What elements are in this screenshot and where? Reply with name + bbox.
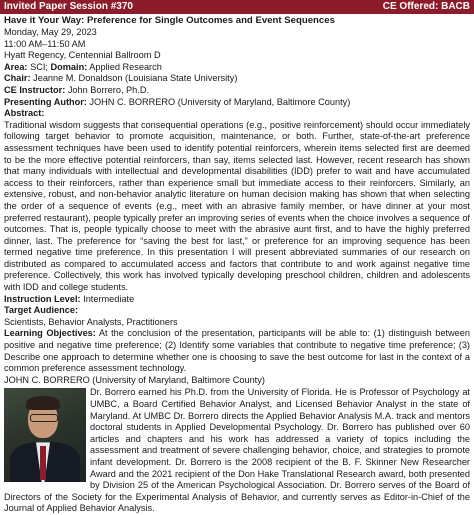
presenting-author-value: JOHN C. BORRERO (University of Maryland, Baltimore County) bbox=[89, 96, 351, 107]
ce-instructor-label: CE Instructor: bbox=[4, 84, 66, 95]
target-audience-label: Target Audience: bbox=[4, 305, 79, 316]
abstract-label: Abstract: bbox=[4, 108, 45, 119]
chair-value: Jeanne M. Donaldson (Louisiana State University) bbox=[33, 73, 238, 84]
session-date: Monday, May 29, 2023 bbox=[4, 27, 97, 37]
bio-text: Dr. Borrero earned his Ph.D. from the University of Florida. He is Professor of Psychology at UMBC, a Board Certified Behavior Analyst, and Licensed Behavior Analyst in the state of Maryland. At UMBC Dr. Borrero directs the Applied Behavior Analysis M.A. track and mentors doctoral students in Applied Developmental Psychology. Dr. Borrero has published over 60 articles and chapters and his work has addressed a variety of topics including the assessment and treatment of severe challenging behavior, choice, and strategies to promote infant development. Dr. Borrero is the 2008 recipient of the B. F. Skinner New Researcher Award and the 2021 recipient of the Don Hake Translational Research award, both presented by Division 25 of the American Psychological Association. Dr. Borrero serves of the Board of Directors of the Society for the Experimental Analysis of Behavior, and currently serves as Editor-in-Chief of the Journal of Applied Behavior Analysis. bbox=[4, 387, 470, 514]
presenter-bio bbox=[4, 387, 470, 515]
session-details bbox=[0, 14, 474, 515]
session-time: 11:00 AM–11:50 AM bbox=[4, 38, 86, 49]
area-domain-line bbox=[4, 62, 470, 74]
abstract-text: Traditional wisdom suggests that consequential operations (e.g., positive reinforcement) should occur immediately following target behavior to promote acquisition, maintenance, or both. Further, state-of-the-art preference assessment techniques have been used to identify potential reinforcers, wherein items selected first are deemed to be the more effective potential reinforcers, than say, items selected last. However, recent research has shown that many individuals with intellectual and developmental disabilities (IDD) prefer to wait and have accumulated access to their reinforcers, rather than experience small but immediate access to their reinforcers. Similarly, an extensive, robust, and non-behavior analytic literature on human decision making has shown that when selecting the order of a sequence of events (e.g., meet with an abrasive family member, or have dinner at your most preferred restaurant), people typically prefer an improving series of events when the choice involves a sequence of outcomes. That is, people typically choose to meet with the abrasive aunt first, and to have the highly preferred dinner, last. The preference for “saving the best for last,” or preference for an improving sequence has been termed negative time preference. In this presentation I will present abbreviated summaries of our research on distributed as compared to accumulated access and factors that contribute to and work against negative time preference. Collectively, this work has involved typically developing preschool children, children and adolescents with IDD and college students. bbox=[4, 119, 470, 293]
ce-instructor-value: John Borrero, Ph.D. bbox=[67, 84, 150, 95]
area-label: Area: bbox=[4, 61, 28, 72]
learning-objectives-label: Learning Objectives: bbox=[4, 328, 96, 339]
ce-offered-label: CE Offered: BACB bbox=[382, 1, 470, 12]
chair-label: Chair: bbox=[4, 73, 31, 84]
session-title: Have it Your Way: Preference for Single Outcomes and Event Sequences bbox=[4, 15, 335, 26]
presenting-author-line bbox=[4, 97, 470, 109]
instruction-level-label: Instruction Level: bbox=[4, 293, 81, 304]
ce-instructor-line bbox=[4, 85, 470, 97]
domain-value: Applied Research bbox=[89, 61, 162, 72]
session-header-bar bbox=[0, 0, 474, 14]
target-audience-value: Scientists, Behavior Analysts, Practitioners bbox=[4, 316, 178, 327]
domain-label: Domain: bbox=[50, 61, 88, 72]
learning-objectives-line bbox=[4, 328, 470, 374]
session-number: Invited Paper Session #370 bbox=[4, 1, 133, 12]
presenting-author-label: Presenting Author: bbox=[4, 96, 87, 107]
learning-objectives-value: At the conclusion of the presentation, participants will be able to: (1) distinguish between positive and negative time preference; (2) Identify some variables that contribute to negative time preference; (3) Describe one approach to determine whether one is choosing to save the best outcome for last in the context of a common preference assessment technology. bbox=[4, 328, 470, 374]
instruction-level-line bbox=[4, 294, 470, 306]
bio-heading: JOHN C. BORRERO (University of Maryland, Baltimore County) bbox=[4, 374, 265, 385]
session-location: Hyatt Regency, Centennial Ballroom D bbox=[4, 50, 161, 61]
chair-line bbox=[4, 73, 470, 85]
instruction-level-value: Intermediate bbox=[83, 293, 135, 304]
area-value: SCI; bbox=[30, 61, 48, 72]
presenter-photo bbox=[4, 388, 86, 482]
